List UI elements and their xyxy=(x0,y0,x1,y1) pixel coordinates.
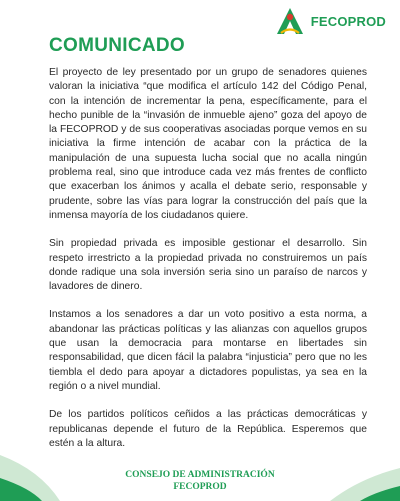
fecoprod-logo-mark-icon xyxy=(273,6,307,36)
signature-block xyxy=(0,470,400,493)
signature-line-2: FECOPROD xyxy=(173,481,227,492)
signature-line-1: CONSEJO DE ADMINISTRACIÓN xyxy=(125,470,275,480)
statement-body xyxy=(49,66,367,465)
paragraph-4: De los partidos políticos ceñidos a las prácticas democráticas y republicanas depende el futuro de la República. Esperemos que estén a la altura. xyxy=(49,409,367,449)
paragraph-1: El proyecto de ley presentado por un grupo de senadores quienes valoran la iniciativa “que modifica el artículo 142 del Código Penal, con la intención de incrementar la pena, específicamente, para el hecho punible de la “invasión de inmueble ajeno” goza del apoyo de la FECOPROD y de sus cooperativas asociadas porque vemos en su iniciativa la firme intención de acabar con la práctica de la manipulación de una supuesta lucha social que no acalla ningún problema real, sino que introduce cada vez más frentes de conflicto que exacerban los ánimos y acalla el debate serio, responsable y prudente, sobre las vías para lograr la construcción del país que la inmensa mayoría de los ciudadanos quiere. xyxy=(49,67,367,221)
paragraph-3: Instamos a los senadores a dar un voto positivo a esta norma, a abandonar las prácticas políticas y las alianzas con aquellos grupos que usan la democracia para montarse en libertades sin responsabilidad, que dicen fácil la palabra “injusticia” pero que no les tiembla el dedo para apoyar a dictadores populistas, ya sea en la región o a nivel mundial. xyxy=(49,309,367,392)
fecoprod-logo xyxy=(273,6,386,36)
logo-text: FECOPROD xyxy=(310,13,386,29)
paragraph-2: Sin propiedad privada es imposible gestionar el desarrollo. Sin respeto irrestricto a la propiedad privada no construiremos un país donde radique una sola inversión seria sino un paraíso de narcos y lavadores de dinero. xyxy=(49,238,367,293)
page-title: COMUNICADO xyxy=(49,35,185,56)
